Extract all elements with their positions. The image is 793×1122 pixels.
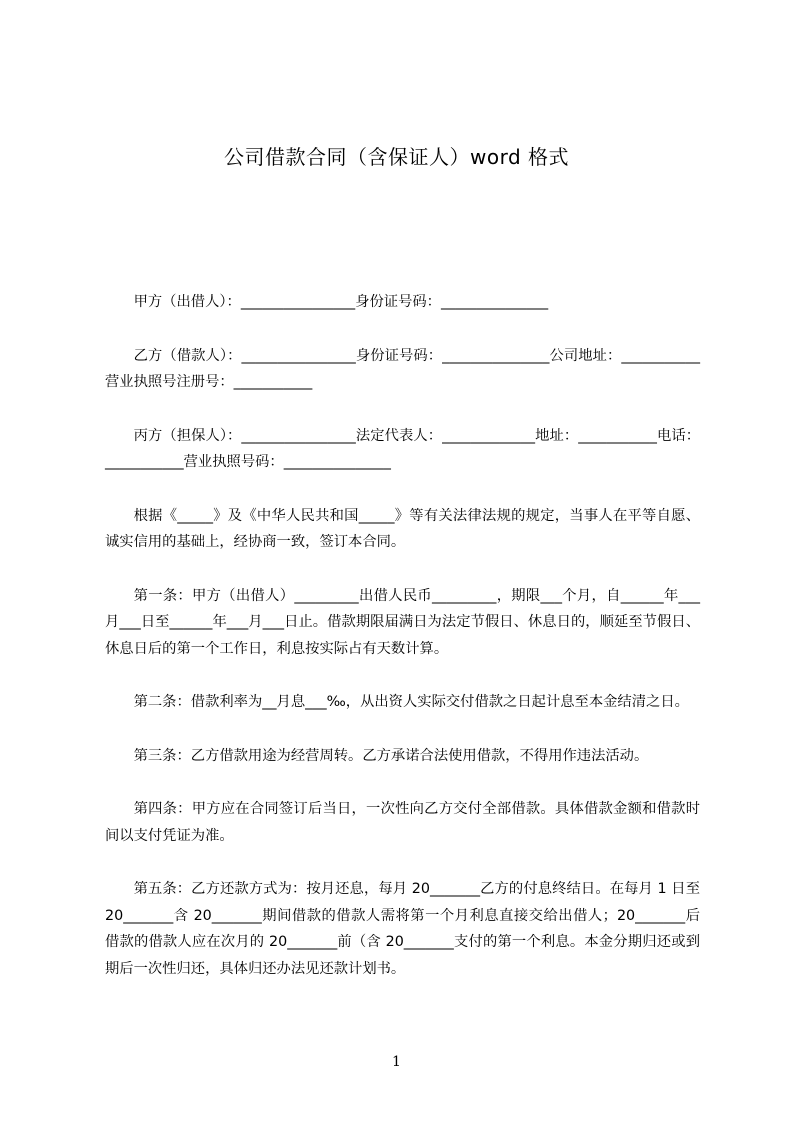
article-2-paragraph: 第二条：借款利率为__月息___‰，从出资人实际交付借款之日起计息至本金结清之日。 (133, 694, 689, 710)
party-c-paragraph: 丙方（担保人）：________________法定代表人：_____________地址：___________电话：___________营业执照号码：_______________ (105, 427, 700, 470)
article-3-paragraph: 第三条：乙方借款用途为经营周转。乙方承诺合法使用借款，不得用作违法活动。 (133, 747, 649, 764)
document-title: 公司借款合同（含保证人）word 格式 (223, 145, 570, 169)
article-5-paragraph: 第五条：乙方还款方式为：按月还息，每月 20_______乙方的付息终结日。在每月 1 日至 20_______含 20_______期间借款的借款人需将第一个月利息直接交给出借人；20_______后借款的借款人应在次月的 20_______前（含 20_______支付的第一个利息。本金分期归还或到期后一次性归还，具体归还办法见还款计划书。 (105, 881, 700, 977)
preamble-paragraph: 根据《_____》及《中华人民共和国_____》等有关法律法规的规定，当事人在平等自愿、诚实信用的基础上，经协商一致，签订本合同。 (105, 507, 700, 550)
page-number: 1 (392, 1054, 401, 1070)
party-a-paragraph: 甲方（出借人）：________________身份证号码：_______________ (133, 294, 549, 310)
article-4-paragraph: 第四条：甲方应在合同签订后当日，一次性向乙方交付全部借款。具体借款金额和借款时间以支付凭证为准。 (105, 801, 700, 844)
article-1-paragraph: 第一条：甲方（出借人）_________出借人民币_________，期限___个月，自______年___月___日至______年___月___日止。借款期限届满日为法定节假日、休息日的，顺延至节假日、休息日后的第一个工作日，利息按实际占有天数计算。 (105, 587, 700, 657)
document-body (105, 289, 700, 1009)
party-b-paragraph: 乙方（借款人）：________________身份证号码：_______________公司地址：___________营业执照号注册号：___________ (105, 347, 700, 390)
